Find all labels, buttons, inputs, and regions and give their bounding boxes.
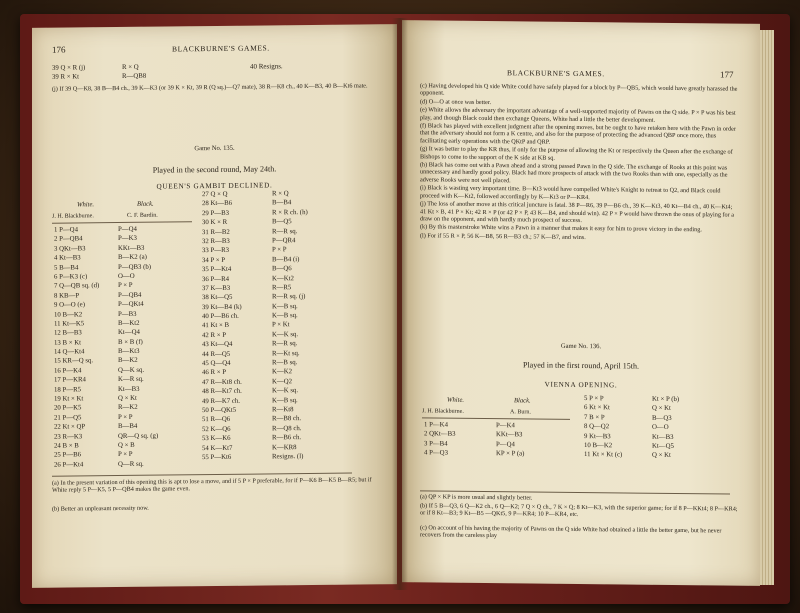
white-move: 11 Kt × Kt (c) xyxy=(584,451,623,459)
white-move: 52 K—Q6 xyxy=(202,425,231,433)
black-move: R—QB8 xyxy=(122,73,147,81)
black-move: KKt—B3 xyxy=(118,244,145,252)
black-move: K—B sq. xyxy=(272,302,298,311)
black-move: R × Q xyxy=(122,63,139,71)
white-move: 47 R—Kt8 ch. xyxy=(202,378,242,386)
opening-title: VIENNA OPENING. xyxy=(544,380,618,390)
white-move: 16 P—K4 xyxy=(54,367,82,375)
black-move: P—QB3 (b) xyxy=(118,263,152,271)
black-move: R × Q xyxy=(272,190,289,198)
black-move: P—B3 xyxy=(118,310,137,318)
white-move: 53 K—K6 xyxy=(202,434,231,443)
black-move: K—KR8 xyxy=(272,443,297,451)
white-move: 43 Kt—Q4 xyxy=(202,341,233,349)
moves-white-col-2 xyxy=(202,189,272,462)
played-date: Played in the first round, April 15th. xyxy=(523,360,639,371)
white-move: 9 Kt—B3 xyxy=(584,432,611,440)
white-move: 28 Kt—B6 xyxy=(202,200,233,208)
white-move: 5 P × P xyxy=(584,395,604,403)
white-move: R × Kt xyxy=(60,73,80,82)
white-move: 8 Q—Q2 xyxy=(584,423,610,431)
black-move: Kt—B3 xyxy=(652,433,674,441)
white-move: 48 R—Kt7 ch. xyxy=(202,387,242,396)
played-date: Played in the second round, May 24th. xyxy=(152,164,277,175)
white-move: 22 Kt × QP xyxy=(54,423,86,431)
white-move: 37 K—B3 xyxy=(202,284,231,293)
black-move: P—K3 xyxy=(118,235,137,243)
white-move: 51 R—Q6 xyxy=(202,416,231,424)
black-move: P—K4 xyxy=(496,422,515,430)
black-move: P—QB4 xyxy=(118,291,142,299)
white-move: 26 P—Kt4 xyxy=(54,461,84,469)
black-move: B—K2 (a) xyxy=(118,253,147,262)
black-move: KP × P (a) xyxy=(496,450,525,458)
black-move: P × P xyxy=(118,451,133,459)
white-move: 2 P—QB4 xyxy=(54,235,83,244)
note-j: (j) If 39 Q—K8, 38 B—B4 ch., 39 K—K3 (or 39 K × Kt, 39 R (Q sq.)—Q7 mate), 38 R—K8 ch., 40 K—B3, 40 B—Kt6 mate. xyxy=(52,82,368,93)
white-move: 31 R—B2 xyxy=(202,228,230,236)
white-move: 1 P—K4 xyxy=(424,421,448,429)
moves-white-col-1 xyxy=(54,225,114,470)
black-move: K—B sq. xyxy=(272,396,298,404)
white-move: 21 P—Q5 xyxy=(54,414,82,422)
black-move: Q—K sq. xyxy=(118,366,145,374)
black-move: R—Kt sq. xyxy=(272,349,300,358)
white-move: 33 P—R3 xyxy=(202,247,230,255)
black-move: B—Kt3 xyxy=(118,347,140,356)
black-move: Q × Kt xyxy=(652,452,671,460)
note-paragraph: (h) Black has come out with a Pawn ahead and a strong passed Pawn in the Q side. The exchange of Rooks at this point was unnecessary and hardly good policy. Black had more prospects of attack with the two Rooks than with one, especially as the adverse Rooks were not well placed. xyxy=(420,161,728,185)
black-move: B—B4 xyxy=(272,199,292,207)
page-edges xyxy=(760,30,774,585)
white-move: 54 K—Kt7 xyxy=(202,444,233,452)
white-player: J. H. Blackburne. xyxy=(422,408,464,415)
left-page xyxy=(32,24,397,588)
black-move: R × R ch. (h) xyxy=(272,208,308,217)
white-move: 15 KR—Q sq. xyxy=(54,357,94,366)
page-number-left: 176 xyxy=(52,44,66,55)
white-move: 32 R—B3 xyxy=(202,237,230,246)
white-move: 44 R—Q5 xyxy=(202,350,231,358)
white-move: 34 P × P xyxy=(202,256,226,264)
white-move: 6 P—K3 (c) xyxy=(54,273,88,281)
black-move: P—QR4 xyxy=(272,237,296,245)
white-player: J. H. Blackburne. xyxy=(52,213,94,220)
black-move: B—Q5 xyxy=(272,218,292,226)
white-move: 36 P—R4 xyxy=(202,275,230,283)
note-paragraph: (i) Black is wasting very important time. B—Kt3 would have compelled White's Knight to retreat to Q2, and Black could proceed with K—Kt2, followed accordingly by K—Kt3 or P—KR4. xyxy=(420,184,721,201)
running-head-left: BLACKBURNE'S GAMES. xyxy=(172,43,270,54)
black-move: Kt × P (b) xyxy=(652,395,680,404)
black-header: Black. xyxy=(137,200,154,208)
white-move: 29 P—B3 xyxy=(202,209,230,217)
black-move: O—O xyxy=(652,423,669,432)
black-move: R—B sq. xyxy=(272,359,298,367)
black-move: P—Q4 xyxy=(496,440,515,449)
note-b: (b) If 5 B—Q3, 6 Q—K2 ch., 6 Q—K2; 7 Q × Q ch., 7 K × Q; 8 Kt—K3, with the superior game; for if 8 P—KKt4; 8 P—KR4; or if 8 Kt—B3; 9 Kt—B5 —QKt5, 9 P—KR4; 10 P—KR4, etc. xyxy=(420,502,738,519)
black-move: Q × B xyxy=(118,441,135,449)
white-header: White. xyxy=(447,396,465,404)
white-move: 49 R—K7 ch. xyxy=(202,397,240,405)
white-move: Q × R (j) xyxy=(60,64,86,72)
white-move: 12 B—B3 xyxy=(54,329,82,337)
black-move: R—R sq. (j) xyxy=(272,293,306,301)
black-move: P—QKt4 xyxy=(118,300,144,309)
white-move: 5 B—B4 xyxy=(54,263,79,272)
black-move: B—B4 (i) xyxy=(272,255,300,264)
black-header: Black. xyxy=(514,397,531,405)
white-move: 3 P—B4 xyxy=(424,440,448,448)
moves-white-col-2 xyxy=(584,394,646,460)
black-move: R—B6 ch. xyxy=(272,434,302,442)
white-move: 19 Kt × Kt xyxy=(54,395,84,403)
black-move: K—K2 xyxy=(272,368,293,376)
white-move: 3 QKt—B3 xyxy=(54,245,86,253)
header-rule xyxy=(422,417,570,420)
white-move: 20 P—K5 xyxy=(54,404,82,413)
black-move: R—B8 ch. xyxy=(272,415,302,423)
black-move: B—Kt2 xyxy=(118,319,140,327)
black-move: P × Kt xyxy=(272,321,290,329)
black-move: Q × Kt xyxy=(652,405,671,413)
moves-black-col-2 xyxy=(652,395,722,461)
white-move: 13 B × Kt xyxy=(54,339,82,347)
continuation-moves xyxy=(52,62,252,83)
white-move: 9 O—O (e) xyxy=(54,301,85,309)
white-move: 23 R—K3 xyxy=(54,432,83,441)
running-head-right: BLACKBURNE'S GAMES. xyxy=(507,68,605,79)
black-move: O—O xyxy=(118,272,135,280)
right-page xyxy=(402,20,760,586)
black-move: Q—R sq. xyxy=(118,460,144,468)
white-move: 10 B—K2 xyxy=(54,310,83,319)
white-move: 24 B × B xyxy=(54,442,79,450)
white-move: 4 Kt—B3 xyxy=(54,254,81,262)
note-a: (a) In the present variation of this opening this is apt to lose a move, and if 5 P × P preferable, for if P—K6 B—K5 B—R5; but if White reply 5 P—K5, 5 P—QB4 makes the game even. xyxy=(52,476,372,495)
black-move: K—K sq. xyxy=(272,330,299,339)
white-move: 41 Kt × B xyxy=(202,322,230,330)
white-move: 38 Kt—Q5 xyxy=(202,294,233,302)
black-move: K—B sq. xyxy=(272,312,298,320)
black-move: P × P xyxy=(118,413,133,421)
white-move: 50 P—QKt5 xyxy=(202,406,237,415)
white-move: 46 R × P xyxy=(202,369,227,377)
move-number: 39 xyxy=(52,64,59,72)
black-move: R—K2 xyxy=(118,404,138,412)
white-move: 18 P—R5 xyxy=(54,386,82,394)
black-move: R—Kt8 xyxy=(272,406,294,414)
header-rule xyxy=(52,221,192,223)
note-paragraph: (l) For if 55 R × P, 56 K—B8, 56 R—B3 ch.; 57 K—B7, and wins. xyxy=(420,232,586,241)
black-move: Kt—B3 xyxy=(118,385,140,393)
game-number: Game No. 136. xyxy=(560,342,602,351)
black-move: K—Q2 xyxy=(272,378,293,386)
white-move: 7 B × P xyxy=(584,413,605,422)
white-move: 1 P—Q4 xyxy=(54,226,78,234)
black-move: R—R sq. xyxy=(272,227,298,235)
black-move: K—R sq. xyxy=(118,375,144,384)
moves-black-col-1 xyxy=(496,421,566,459)
black-move: QR—Q sq. (g) xyxy=(118,432,159,440)
white-move: 25 P—B6 xyxy=(54,451,82,460)
book-gutter xyxy=(392,18,408,590)
moves-black-col-2 xyxy=(272,189,352,462)
note-b: (b) Better an unpleasant necessity now. xyxy=(52,504,149,513)
white-move: 6 Kt × Kt xyxy=(584,404,610,412)
moves-white-col-1 xyxy=(424,420,486,458)
note-paragraph: (g) It was better to play the KR thus, if only for the purpose of allowing the Kt or respectively the Queen after the exchange of Bishops to come to the support of the K side at KB sq. xyxy=(420,145,733,162)
white-move: 4 P—Q3 xyxy=(424,449,448,457)
white-move: 55 P—Kt6 xyxy=(202,453,232,462)
white-move: 10 B—K2 xyxy=(584,441,613,450)
black-move: P—Q4 xyxy=(118,225,137,234)
white-move: 30 K × R xyxy=(202,219,228,227)
white-move: 39 Kt—B4 (k) xyxy=(202,303,242,311)
black-move: B—B4 xyxy=(118,423,138,431)
black-move: B—Q6 xyxy=(272,265,292,273)
note-paragraph: (c) Having developed his Q side White could have safely played for a block by P—QB5, which would have greatly harassed the opponent. xyxy=(420,82,738,97)
black-move: KKt—B3 xyxy=(496,431,523,439)
black-move: R—R sq. xyxy=(272,340,298,348)
white-move: 27 Q × Q xyxy=(202,190,228,199)
white-move: 42 R × P xyxy=(202,331,227,339)
white-move: 17 P—KR4 xyxy=(54,376,86,384)
white-move: 40 P—B6 ch. xyxy=(202,312,239,321)
black-move: R—R5 xyxy=(272,284,292,292)
black-move: Resigns. (l) xyxy=(272,453,304,461)
black-move: P × P xyxy=(118,282,133,290)
note-paragraph: (f) Black has played with excellent judgment after the opening moves, but he ought to have retaken here with the Pawn in order that the adversary should not form a K centre, and also for the purpose of protecting the advanced QBP once more, thus facilitating early operations with the QKtP and QRP. xyxy=(420,122,736,146)
black-move: B—K2 xyxy=(118,357,138,365)
note-paragraph: (k) By this masterstroke White wins a Pawn in a manner that makes it easy for him to prove victory in the ending. xyxy=(420,223,702,234)
white-move: 7 Q—QB sq. (d) xyxy=(54,282,100,291)
moves-black-col-1 xyxy=(118,224,188,469)
page-number-right: 177 xyxy=(720,69,734,80)
black-move: K—Kt2 xyxy=(272,274,294,282)
black-move: Kt—Q4 xyxy=(118,329,140,337)
notes-block xyxy=(420,82,738,243)
white-header: White. xyxy=(77,201,95,209)
black-move: B × B (f) xyxy=(118,338,143,346)
black-move: Q × Kt xyxy=(118,394,137,403)
move-number: 39 xyxy=(52,74,59,82)
resigns-text: 40 Resigns. xyxy=(250,62,283,71)
note-c: (c) On account of his having the majority of Pawns on the Q side White had obtained a little the better game, but he never recovers from the careless play xyxy=(420,524,722,540)
black-move: R—Q8 ch. xyxy=(272,424,302,433)
note-paragraph: (d) O—O at once was better. xyxy=(420,98,492,106)
white-move: 14 Q—Kt4 xyxy=(54,348,85,356)
note-paragraph: (j) The loss of another move at this critical juncture is fatal. 38 P—R6, 39 P—B6 ch., 39 K—Kt3, 40 Kt—B4 ch., 40 K—Kt4; 41 Kt × B, 41 P × Kt; 42 R × P (or 42 P × P, 43 K—B4, and should win). 42 P × P would have thrown the onus of playing for a draw on the opponent, and with hardly much prospect of success. xyxy=(420,200,734,224)
white-move: 45 Q—Q4 xyxy=(202,359,231,368)
black-move: P × P xyxy=(272,246,287,254)
note-paragraph: (e) White allows the adversary the important advantage of a well-supported majority of Pawns on the Q side. P × P was his best play, and though Black could then exchange Queens, White had a little the better development. xyxy=(420,106,736,124)
black-move: Kt—Q5 xyxy=(652,442,674,450)
white-move: 8 KB—P xyxy=(54,292,80,300)
white-move: 35 P—Kt4 xyxy=(202,265,232,274)
opening-title: QUEEN'S GAMBIT DECLINED. xyxy=(156,181,273,191)
black-move: B—Q3 xyxy=(652,414,672,422)
note-a: (a) QP × KP is more usual and slightly better. xyxy=(420,493,533,502)
black-move: K—K sq. xyxy=(272,387,299,395)
black-player: C. F. Bardin. xyxy=(127,212,158,219)
game-number: Game No. 135. xyxy=(194,144,235,153)
white-move: 11 Kt—K5 xyxy=(54,320,85,328)
white-move: 2 QKt—B3 xyxy=(424,430,456,439)
black-player: A. Burn. xyxy=(510,409,531,416)
